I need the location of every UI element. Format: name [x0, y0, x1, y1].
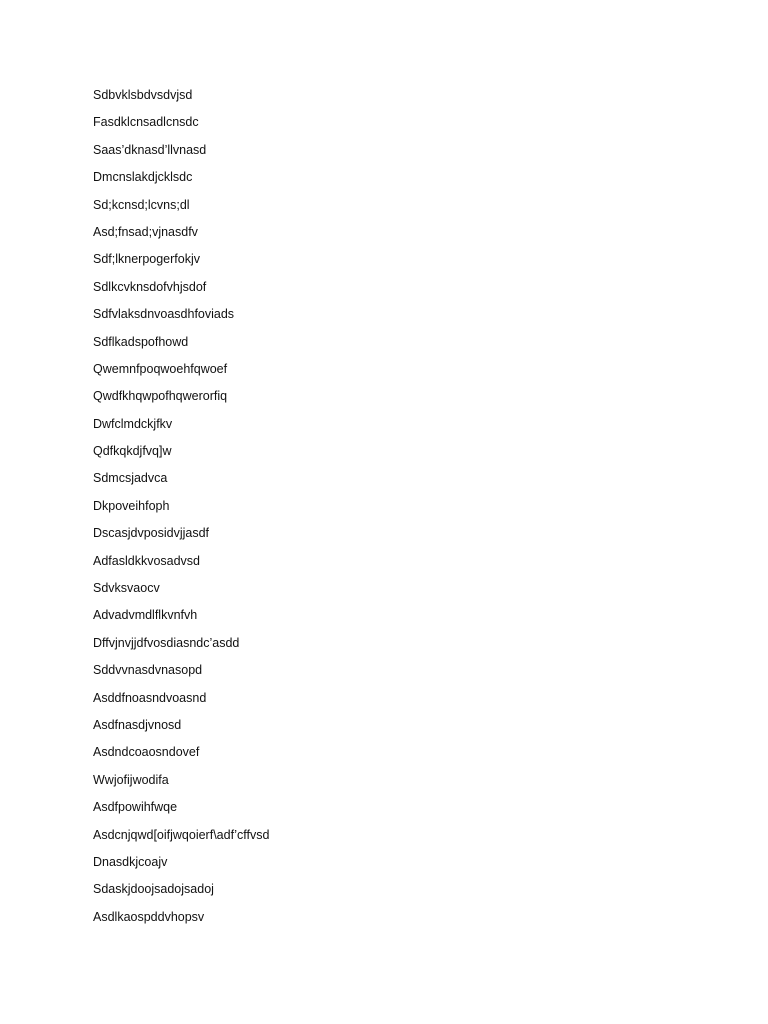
text-line: Wwjofijwodifa [93, 772, 169, 787]
text-line: Sdlkcvknsdofvhjsdof [93, 279, 207, 294]
text-line: Advadvmdlflkvnfvh [93, 608, 198, 623]
text-line: Asd;fnsad;vjnasdfv [93, 224, 198, 239]
text-line: Asdfpowihfwqe [93, 800, 178, 815]
text-line: Dmcnslakdjcklsdc [93, 170, 193, 185]
text-line: Asdndcoaosndovef [93, 745, 200, 760]
text-line: Sdmcsjadvca [93, 471, 168, 486]
text-line: Sdvksvaocv [93, 581, 160, 596]
text-line: Adfasldkkvosadvsd [93, 553, 201, 568]
text-line: Asdlkaospddvhopsv [93, 909, 205, 924]
text-line: Asddfnoasndvoasnd [93, 690, 207, 705]
text-line: Asdfnasdjvnosd [93, 717, 182, 732]
text-line: Dscasjdvposidvjjasdf [93, 526, 210, 541]
text-line: Qwemnfpoqwoehfqwoef [93, 361, 228, 376]
text-line: Sdf;lknerpogerfokjv [93, 252, 201, 267]
text-line: Sdfvlaksdnvoasdhfoviads [93, 307, 235, 322]
text-line: Dnasdkjcoajv [93, 854, 168, 869]
text-line: Sdaskjdoojsadojsadoj [93, 882, 214, 897]
text-line: Asdcnjqwd[oifjwqoierf\adf’cffvsd [93, 827, 270, 842]
text-line: Dwfclmdckjfkv [93, 416, 173, 431]
text-line: Qwdfkhqwpofhqwerorfiq [93, 389, 228, 404]
text-line: Qdfkqkdjfvq]w [93, 444, 172, 459]
text-line: Sddvvnasdvnasopd [93, 663, 203, 678]
text-line: Fasdklcnsadlcnsdc [93, 115, 199, 130]
text-line: Sdbvklsbdvsdvjsd [93, 88, 193, 102]
text-lines [93, 86, 269, 935]
text-line: Sd;kcnsd;lcvns;dl [93, 197, 190, 212]
text-line: Dkpoveihfoph [93, 498, 170, 513]
text-line: Saas’dknasd’llvnasd [93, 142, 207, 157]
text-line: Sdflkadspofhowd [93, 334, 189, 349]
text-line: Dffvjnvjjdfvosdiasndc’asdd [93, 635, 240, 650]
